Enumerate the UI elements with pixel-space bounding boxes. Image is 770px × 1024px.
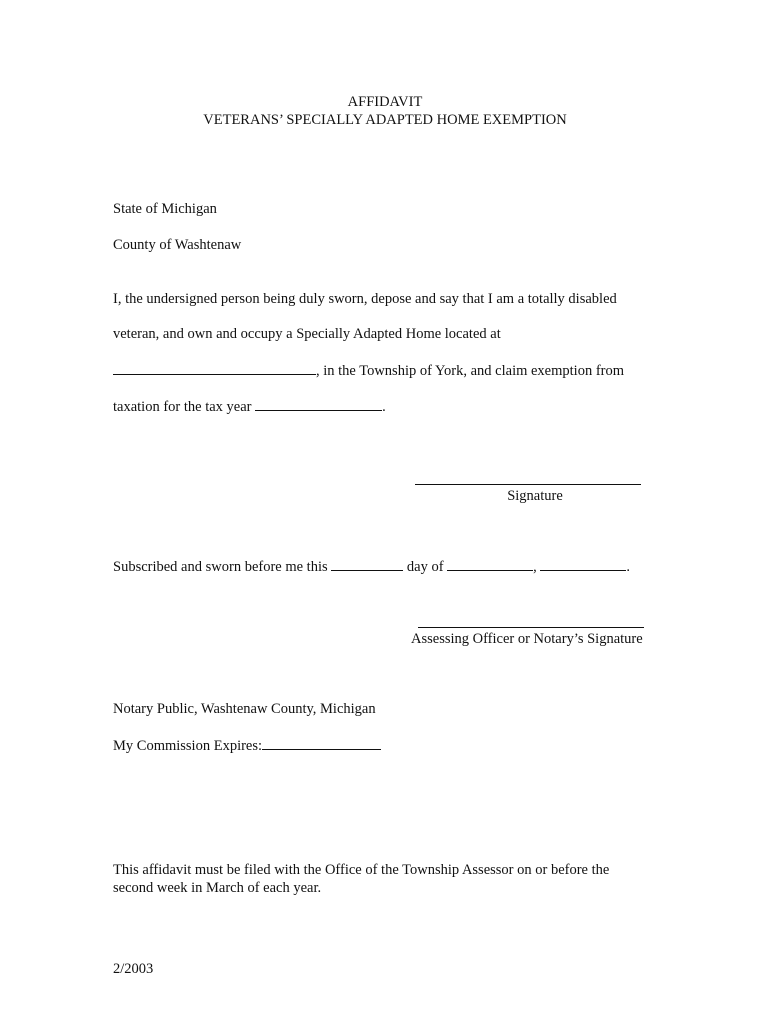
statement-line-1: I, the undersigned person being duly sworn, depose and say that I am a totally disabled (113, 291, 617, 307)
statement-line-2: veteran, and own and occupy a Specially Adapted Home located at (113, 326, 501, 342)
date-period: . (626, 559, 631, 575)
document-subtitle: VETERANS’ SPECIALLY ADAPTED HOME EXEMPTION (203, 112, 567, 128)
revision-date: 2/2003 (113, 961, 154, 977)
commission-label: My Commission Expires: (113, 738, 263, 754)
day-of-text: day of (406, 559, 444, 575)
officer-signature-line[interactable] (418, 627, 644, 628)
state-line: State of Michigan (113, 201, 217, 217)
commission-line (113, 736, 381, 755)
filing-note-line-1: This affidavit must be filed with the Office of the Township Assessor on or before the (113, 862, 610, 878)
month-field[interactable] (447, 557, 533, 571)
commission-expires-field[interactable] (262, 736, 381, 750)
filing-note-line-2: second week in March of each year. (113, 880, 322, 896)
county-line: County of Washtenaw (113, 237, 242, 253)
document-title: AFFIDAVIT (347, 94, 423, 110)
officer-signature-label: Assessing Officer or Notary’s Signature (411, 631, 643, 647)
year-field[interactable] (540, 557, 626, 571)
tax-year-label: taxation for the tax year (113, 399, 252, 415)
statement-line-4 (113, 397, 386, 416)
day-field[interactable] (331, 557, 403, 571)
tax-year-field[interactable] (255, 397, 382, 411)
signature-line[interactable] (415, 484, 641, 485)
subscribed-prefix: Subscribed and sworn before me this (113, 559, 328, 575)
statement-line-3 (113, 361, 624, 380)
subscribed-line (113, 557, 630, 576)
township-text: , in the Township of York, and claim exemption from (316, 363, 625, 379)
notary-title: Notary Public, Washtenaw County, Michigan (113, 701, 376, 717)
tax-year-period: . (382, 399, 386, 415)
date-comma: , (533, 559, 537, 575)
address-field[interactable] (113, 361, 316, 375)
signature-label: Signature (507, 488, 563, 504)
